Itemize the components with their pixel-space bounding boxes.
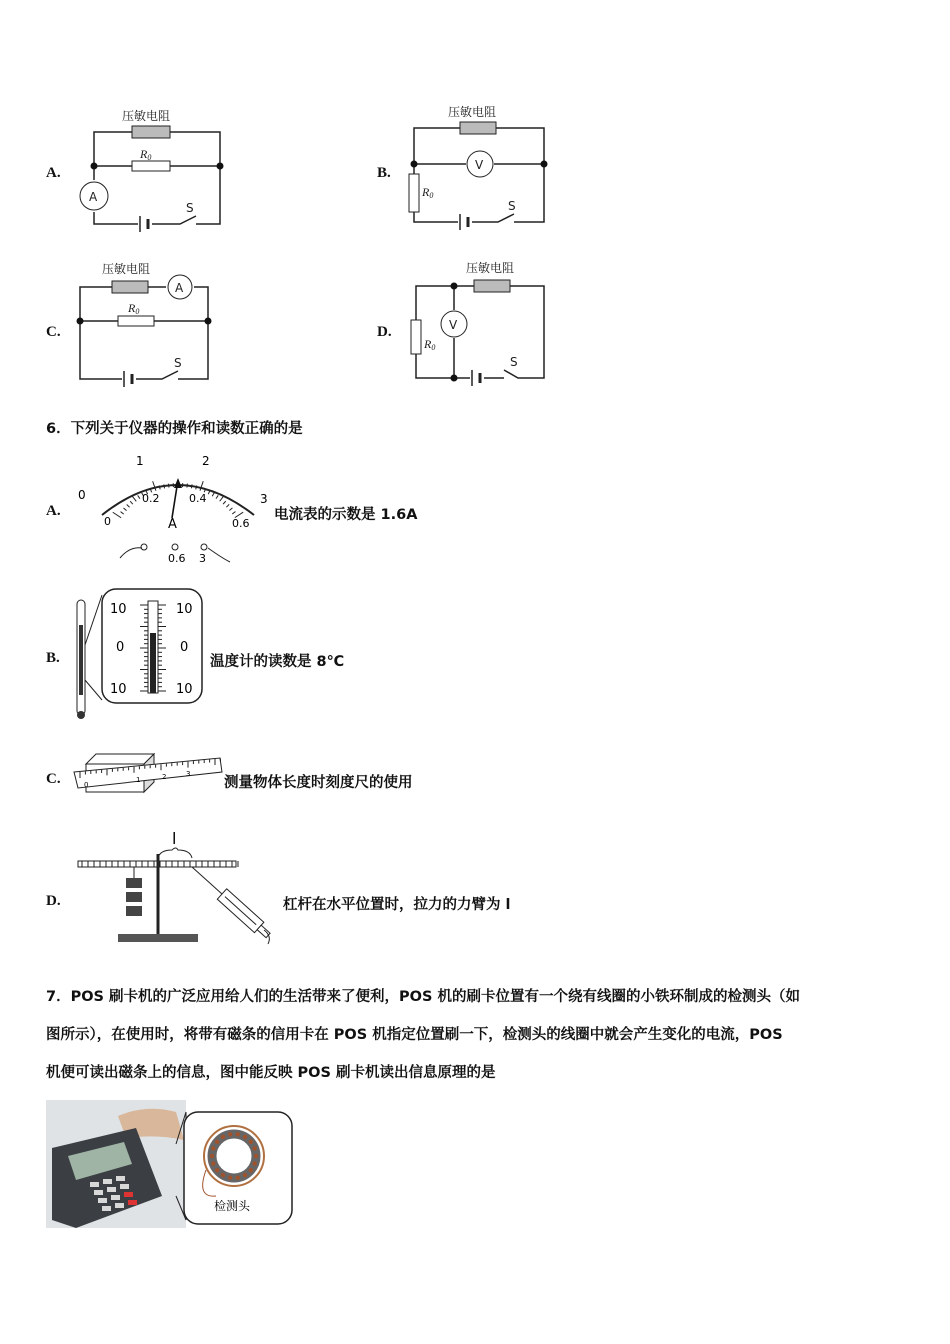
svg-text:A: A xyxy=(175,281,184,295)
pressure-resistor-label: 压敏电阻 xyxy=(122,109,171,123)
svg-text:压敏电阻: 压敏电阻 xyxy=(102,262,151,276)
r0-resistor xyxy=(132,161,170,171)
svg-text:3: 3 xyxy=(199,552,206,565)
q5-option-d-letter[interactable]: D. xyxy=(377,324,392,340)
q7-line-3: 机便可读出磁条上的信息，图中能反映 POS 刷卡机读出信息原理的是 xyxy=(46,1065,496,1081)
svg-text:0.4: 0.4 xyxy=(189,492,207,505)
svg-text:10: 10 xyxy=(176,682,193,697)
svg-text:V: V xyxy=(449,318,458,332)
detector-head-label: 检测头 xyxy=(214,1199,251,1213)
svg-text:R0: R0 xyxy=(424,337,436,352)
svg-text:3: 3 xyxy=(186,770,191,778)
svg-text:R0: R0 xyxy=(128,301,140,316)
q6-option-b-caption: 温度计的读数是 8℃ xyxy=(210,654,345,670)
q5-circuit-a xyxy=(70,100,240,235)
q6-option-b-letter[interactable]: B. xyxy=(46,650,60,666)
svg-text:2: 2 xyxy=(162,773,167,781)
q5-option-c-letter[interactable]: C. xyxy=(46,324,61,340)
q5-circuit-b xyxy=(400,98,560,233)
svg-text:10: 10 xyxy=(110,602,127,617)
svg-text:0: 0 xyxy=(180,640,189,655)
pos-machine-image xyxy=(46,1100,296,1228)
svg-text:3: 3 xyxy=(260,492,268,506)
q5-option-a-letter[interactable]: A. xyxy=(46,165,61,181)
q6-option-a-caption: 电流表的示数是 1.6A xyxy=(274,507,418,523)
svg-text:2: 2 xyxy=(202,454,210,468)
q6-option-a-letter[interactable]: A. xyxy=(46,503,61,519)
svg-text:0: 0 xyxy=(104,515,111,528)
svg-text:0: 0 xyxy=(116,640,125,655)
r0-label: R0 xyxy=(140,147,152,162)
svg-text:S: S xyxy=(508,199,516,213)
svg-text:1: 1 xyxy=(136,776,141,784)
svg-text:0: 0 xyxy=(84,781,89,789)
svg-text:S: S xyxy=(510,355,518,369)
q5-option-b-letter[interactable]: B. xyxy=(377,165,391,181)
svg-text:压敏电阻: 压敏电阻 xyxy=(448,105,497,119)
thermometer xyxy=(70,585,210,723)
svg-text:S: S xyxy=(186,201,194,215)
svg-text:V: V xyxy=(475,158,484,172)
svg-text:l: l xyxy=(172,829,177,848)
svg-text:0.6: 0.6 xyxy=(232,517,250,530)
q5-circuit-d xyxy=(400,258,560,388)
pressure-resistor xyxy=(132,126,170,138)
q6-option-d-caption: 杠杆在水平位置时，拉力的力臂为 l xyxy=(283,897,511,913)
svg-text:10: 10 xyxy=(176,602,193,617)
svg-text:压敏电阻: 压敏电阻 xyxy=(466,261,515,275)
q6-stem: 6．下列关于仪器的操作和读数正确的是 xyxy=(46,421,303,437)
q7-stem xyxy=(46,978,916,1092)
svg-text:R0: R0 xyxy=(422,185,434,200)
svg-text:A: A xyxy=(89,190,98,204)
q7-line-2: 图所示），在使用时，将带有磁条的信用卡在 POS 机指定位置刷一下，检测头的线圈中就会产生变化的电流，POS xyxy=(46,1027,783,1043)
svg-text:S: S xyxy=(174,356,182,370)
q6-option-c-caption: 测量物体长度时刻度尺的使用 xyxy=(224,775,413,791)
lever-experiment xyxy=(72,826,282,948)
q5-circuit-c xyxy=(70,258,220,388)
q6-option-d-letter[interactable]: D. xyxy=(46,893,61,909)
svg-text:0.2: 0.2 xyxy=(142,492,160,505)
svg-text:1: 1 xyxy=(136,454,144,468)
svg-text:10: 10 xyxy=(110,682,127,697)
svg-text:0: 0 xyxy=(78,488,86,502)
svg-text:A: A xyxy=(168,517,177,532)
q6-option-c-letter[interactable]: C. xyxy=(46,771,61,787)
ammeter-dial xyxy=(72,450,272,570)
svg-text:0.6: 0.6 xyxy=(168,552,186,565)
ruler-measurement xyxy=(72,742,227,797)
q7-line-1: 7．POS 刷卡机的广泛应用给人们的生活带来了便利，POS 机的刷卡位置有一个绕有线圈的小铁环制成的检测头（如 xyxy=(46,989,800,1005)
